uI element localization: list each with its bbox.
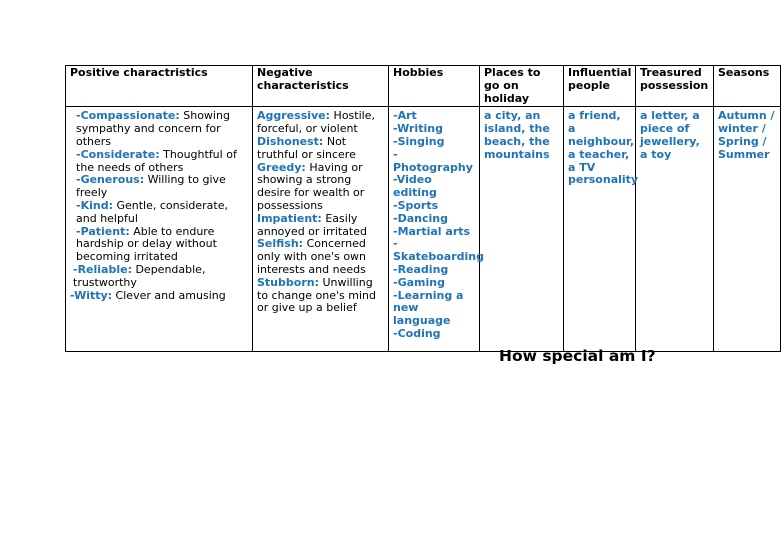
positive-cell bbox=[66, 107, 253, 352]
negative-term: Aggressive: bbox=[257, 109, 331, 123]
hobby-item: -Video editing bbox=[393, 173, 437, 200]
hobby-item: -Dancing bbox=[393, 211, 448, 225]
positive-entry bbox=[70, 290, 248, 303]
header-row bbox=[66, 66, 781, 107]
positive-entry bbox=[70, 110, 248, 148]
positive-entry bbox=[70, 264, 248, 290]
document-title: How special am I? bbox=[499, 347, 656, 365]
header-places: Places to go on holiday bbox=[480, 66, 564, 107]
positive-def: Showing sympathy and concern for others bbox=[76, 109, 230, 148]
positive-def: Able to endure hardship or delay without becoming irritated bbox=[76, 224, 217, 264]
positive-entry bbox=[70, 149, 248, 175]
positive-term: -Generous: bbox=[76, 173, 145, 187]
positive-term: -Compassionate: bbox=[76, 109, 180, 123]
positive-def: Willing to give freely bbox=[76, 173, 226, 200]
positive-term: -Patient: bbox=[76, 224, 130, 238]
positive-def: Thoughtful of the needs of others bbox=[76, 147, 237, 174]
header-hobbies: Hobbies bbox=[389, 66, 480, 107]
hobby-item: -Gaming bbox=[393, 275, 445, 289]
brainstorm-table bbox=[65, 65, 781, 352]
negative-term: Greedy: bbox=[257, 160, 306, 174]
hobby-item: -Art bbox=[393, 109, 417, 123]
positive-entry bbox=[70, 226, 248, 264]
negative-term: Impatient: bbox=[257, 211, 322, 225]
negative-def: Having or showing a strong desire for wealth or possessions bbox=[257, 160, 365, 212]
negative-def: Easily annoyed or irritated bbox=[257, 211, 367, 238]
negative-entry bbox=[257, 110, 384, 136]
positive-def: Gentle, considerate, and helpful bbox=[76, 198, 228, 225]
header-seasons: Seasons bbox=[714, 66, 781, 107]
positive-entry bbox=[70, 174, 248, 200]
treasured-cell: a letter, a piece of jewellery, a toy bbox=[636, 107, 714, 352]
positive-def: Clever and amusing bbox=[112, 288, 226, 302]
hobby-item: -Martial arts bbox=[393, 224, 471, 238]
hobby-item: -Singing bbox=[393, 134, 445, 148]
hobby-item: -Learning a new language bbox=[393, 288, 464, 328]
header-negative: Negative characteristics bbox=[253, 66, 389, 107]
negative-entry bbox=[257, 277, 384, 315]
negative-def: Hostile, forceful, or violent bbox=[257, 109, 375, 136]
hobbies-cell bbox=[389, 107, 485, 352]
hobby-item: -Photography bbox=[393, 147, 473, 174]
seasons-cell: Autumn / winter / Spring / Summer bbox=[714, 107, 781, 352]
positive-term: -Kind: bbox=[76, 198, 113, 212]
positive-entry bbox=[70, 200, 248, 226]
negative-term: Selfish: bbox=[257, 237, 304, 251]
negative-entry bbox=[257, 238, 384, 276]
negative-entry bbox=[257, 136, 384, 162]
negative-term: Dishonest: bbox=[257, 134, 324, 148]
influential-cell: a friend, a neighbour, a teacher, a TV personality bbox=[564, 107, 636, 352]
hobby-item: -Coding bbox=[393, 326, 441, 340]
positive-term: -Reliable: bbox=[73, 262, 132, 276]
places-cell: a city, an island, the beach, the mountains bbox=[480, 107, 564, 352]
negative-def: Not truthful or sincere bbox=[257, 134, 356, 161]
negative-def: Concerned only with one's own interests and needs bbox=[257, 237, 367, 276]
positive-def: Dependable, trustworthy bbox=[73, 262, 206, 289]
negative-entry bbox=[257, 213, 384, 239]
positive-term: -Witty: bbox=[70, 288, 113, 302]
hobby-item: -Sports bbox=[393, 198, 439, 212]
hobby-item: -Skateboarding bbox=[393, 237, 485, 264]
hobby-item: -Reading bbox=[393, 262, 449, 276]
negative-def: Unwilling to change one's mind or give up a belief bbox=[257, 275, 376, 315]
positive-term: -Considerate: bbox=[76, 147, 160, 161]
negative-cell bbox=[253, 107, 389, 352]
negative-term: Stubborn: bbox=[257, 275, 319, 289]
header-treasured: Treasured possession bbox=[636, 66, 714, 107]
content-row bbox=[66, 107, 781, 352]
header-positive: Positive charactristics bbox=[66, 66, 253, 107]
header-influential: Influential people bbox=[564, 66, 636, 107]
hobby-item: -Writing bbox=[393, 122, 443, 136]
negative-entry bbox=[257, 162, 384, 213]
